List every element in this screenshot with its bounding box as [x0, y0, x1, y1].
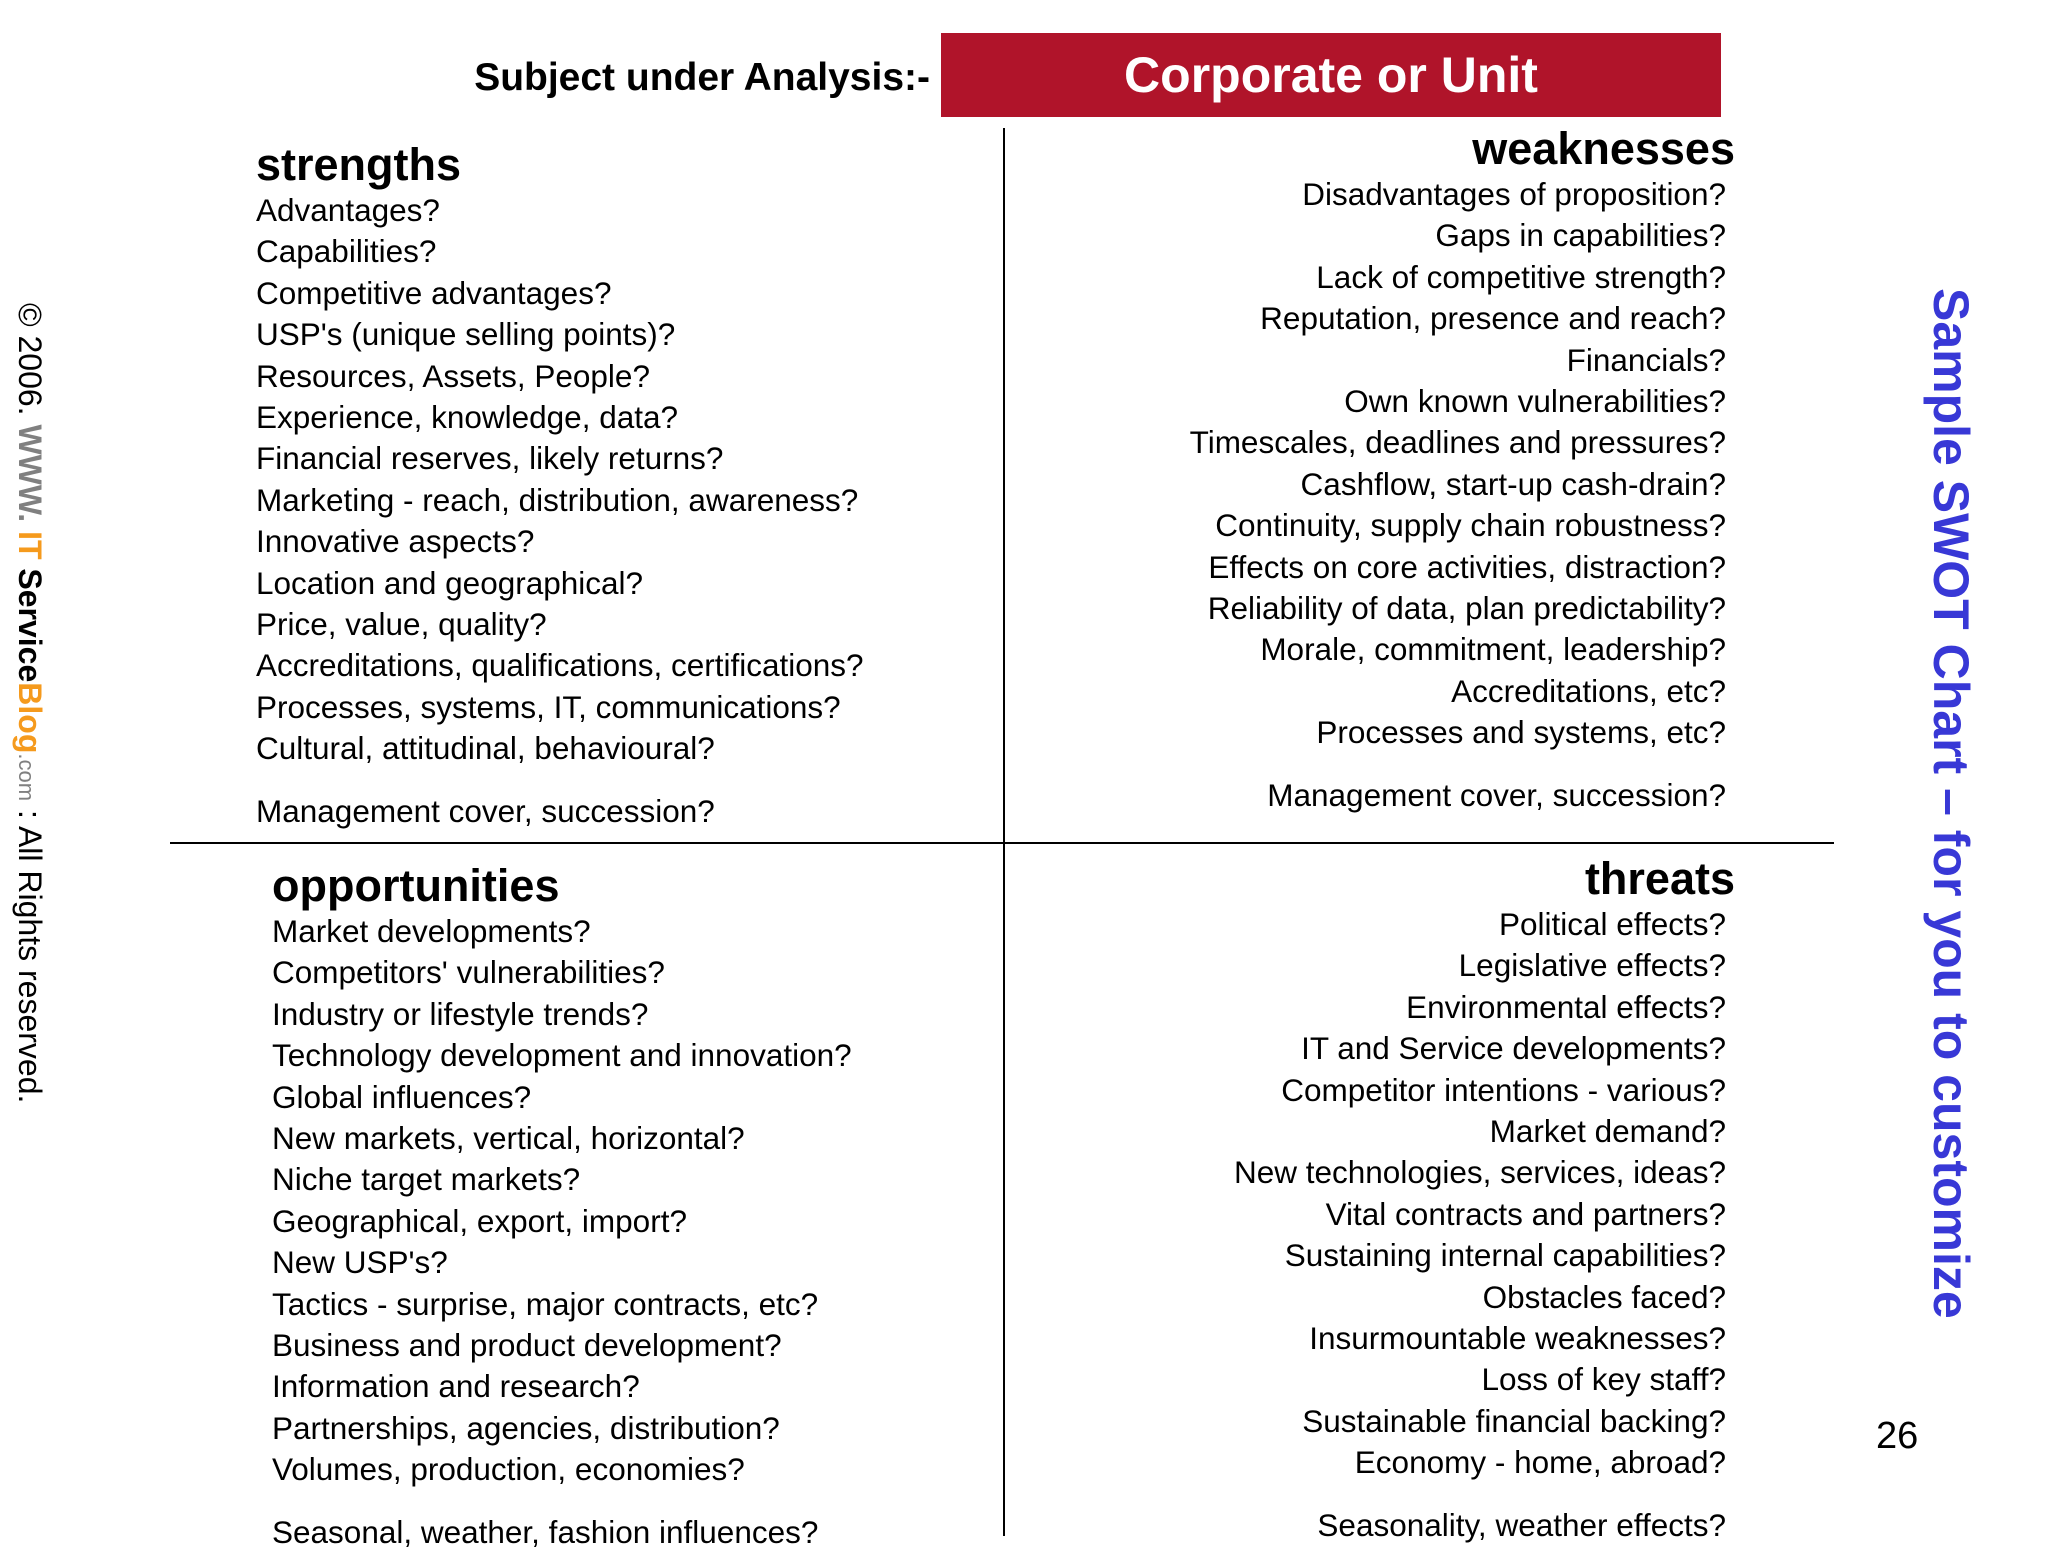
weaknesses-title: weaknesses: [1472, 123, 1735, 174]
list-item: Competitors' vulnerabilities?: [272, 954, 665, 991]
strengths-extra-item: Management cover, succession?: [256, 793, 715, 830]
list-item: Price, value, quality?: [256, 605, 547, 642]
list-item: Disadvantages of proposition?: [1302, 176, 1726, 212]
list-item: IT and Service developments?: [1301, 1030, 1726, 1067]
list-item: Information and research?: [272, 1368, 640, 1405]
site-com-text: .com: [14, 753, 39, 802]
list-item: Accreditations, qualifications, certifications?: [256, 647, 864, 684]
list-item: Niche target markets?: [272, 1161, 581, 1198]
strengths-quadrant: [256, 140, 864, 833]
site-service-text: Service: [12, 568, 48, 683]
subject-value-box: Corporate or Unit: [941, 33, 1721, 117]
list-item: Processes and systems, etc?: [1316, 714, 1726, 751]
list-item: Lack of competitive strength?: [1316, 258, 1726, 295]
list-item: Reputation, presence and reach?: [1260, 300, 1726, 337]
list-item: Accreditations, etc?: [1451, 672, 1726, 709]
strengths-list: [256, 190, 864, 769]
opportunities-quadrant: [272, 861, 852, 1554]
weaknesses-extra-item: Management cover, succession?: [1267, 777, 1726, 814]
list-item: Economy - home, abroad?: [1354, 1444, 1726, 1481]
list-item: Continuity, supply chain robustness?: [1215, 507, 1726, 544]
list-item: Timescales, deadlines and pressures?: [1189, 424, 1726, 461]
list-item: Insurmountable weaknesses?: [1309, 1319, 1726, 1356]
site-blog-text: Blog: [12, 682, 48, 754]
list-item: Partnerships, agencies, distribution?: [272, 1409, 780, 1446]
list-item: Marketing - reach, distribution, awareness?: [256, 481, 859, 518]
list-item: Vital contracts and partners?: [1325, 1195, 1726, 1232]
list-item: New markets, vertical, horizontal?: [272, 1119, 745, 1156]
list-item: Reliability of data, plan predictability?: [1207, 589, 1726, 626]
list-item: Legislative effects?: [1458, 947, 1726, 984]
list-item: Volumes, production, economies?: [272, 1451, 745, 1488]
strengths-title: strengths: [256, 139, 462, 190]
list-item: Market developments?: [272, 913, 591, 949]
list-item: Resources, Assets, People?: [256, 357, 650, 394]
site-it-text: IT: [12, 531, 48, 569]
list-item: Processes, systems, IT, communications?: [256, 688, 841, 725]
list-item: Industry or lifestyle trends?: [272, 995, 649, 1032]
list-item: Advantages?: [256, 192, 440, 228]
list-item: New USP's?: [272, 1244, 448, 1281]
list-item: Effects on core activities, distraction?: [1208, 548, 1726, 585]
horizontal-divider: [170, 842, 1834, 844]
list-item: Business and product development?: [272, 1326, 782, 1363]
list-item: New technologies, services, ideas?: [1233, 1154, 1726, 1191]
copyright-suffix: : All Rights reserved.: [12, 801, 48, 1104]
list-item: Financial reserves, likely returns?: [256, 440, 724, 477]
opportunities-title: opportunities: [272, 860, 560, 911]
list-item: Competitive advantages?: [256, 274, 612, 311]
list-item: Market demand?: [1489, 1112, 1726, 1149]
opportunities-list: [272, 911, 852, 1490]
side-title: Sample SWOT Chart – for you to customize: [1923, 288, 1979, 1319]
list-item: Sustainable financial backing?: [1302, 1402, 1726, 1439]
list-item: Geographical, export, import?: [272, 1202, 687, 1239]
list-item: Experience, knowledge, data?: [256, 398, 679, 435]
weaknesses-list: [1190, 174, 1726, 753]
list-item: Capabilities?: [256, 233, 437, 270]
list-item: Morale, commitment, leadership?: [1260, 631, 1726, 668]
opportunities-extra-item: Seasonal, weather, fashion influences?: [272, 1514, 819, 1551]
list-item: Competitor intentions - various?: [1281, 1071, 1726, 1108]
list-item: Obstacles faced?: [1482, 1278, 1726, 1315]
threats-list: [1234, 904, 1726, 1483]
list-item: Tactics - surprise, major contracts, etc?: [272, 1285, 819, 1322]
subject-label: Subject under Analysis:-: [474, 56, 930, 99]
list-item: Environmental effects?: [1406, 988, 1726, 1025]
list-item: Own known vulnerabilities?: [1344, 382, 1726, 419]
list-item: Financials?: [1566, 341, 1726, 378]
list-item: Location and geographical?: [256, 564, 644, 601]
weaknesses-quadrant: [1189, 123, 1735, 817]
copyright-prefix: © 2006.: [12, 303, 48, 425]
list-item: Innovative aspects?: [256, 523, 535, 560]
list-item: Global influences?: [272, 1078, 532, 1115]
threats-quadrant: [1233, 853, 1735, 1547]
list-item: Cashflow, start-up cash-drain?: [1300, 465, 1726, 502]
threats-title: threats: [1584, 853, 1735, 904]
list-item: Cultural, attitudinal, behavioural?: [256, 730, 715, 767]
page-number: 26: [1876, 1415, 1919, 1457]
list-item: Political effects?: [1498, 906, 1726, 942]
vertical-divider: [1003, 128, 1005, 1536]
site-www-text: WWW.: [12, 424, 48, 532]
list-item: USP's (unique selling points)?: [256, 316, 676, 353]
list-item: Sustaining internal capabilities?: [1284, 1237, 1726, 1274]
list-item: Gaps in capabilities?: [1435, 217, 1726, 254]
threats-extra-item: Seasonality, weather effects?: [1317, 1507, 1726, 1544]
list-item: Loss of key staff?: [1481, 1361, 1726, 1398]
copyright-notice: [6, 303, 50, 1103]
list-item: Technology development and innovation?: [272, 1037, 852, 1074]
